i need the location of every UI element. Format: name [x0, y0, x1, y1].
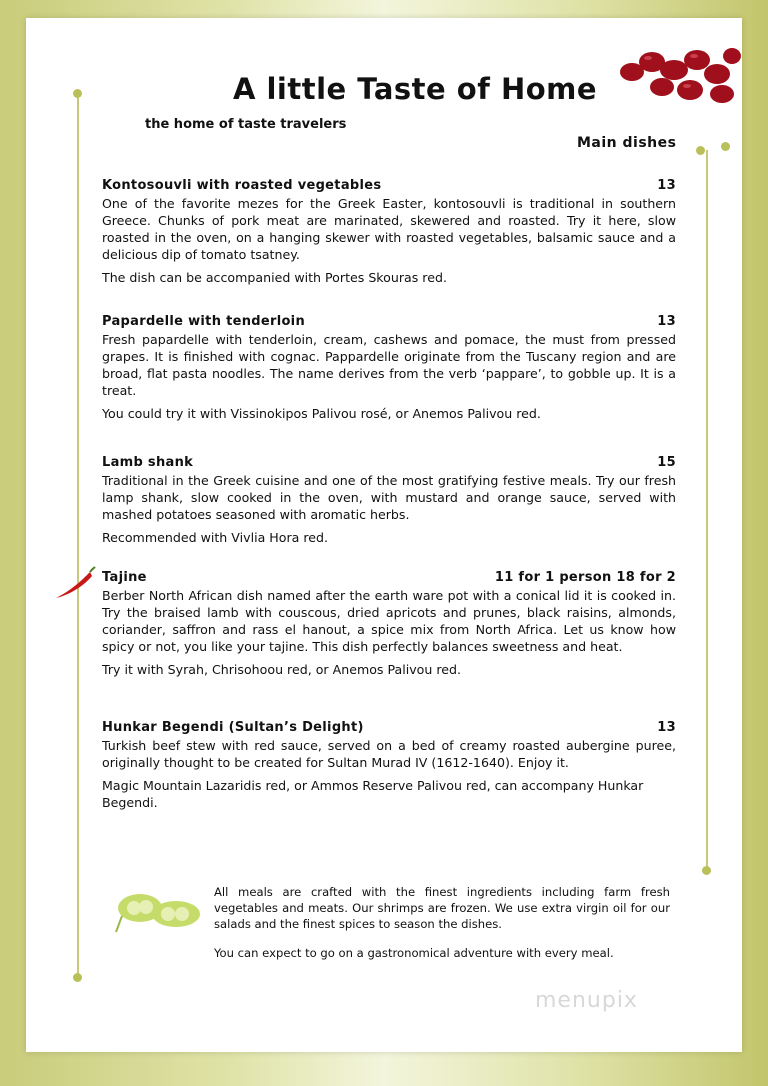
dish-item: [102, 569, 676, 678]
dish-name: Kontosouvli with roasted vegetables: [102, 178, 382, 193]
decor-dot: [696, 146, 705, 155]
dish-pairing: Try it with Syrah, Chrisohoou red, or Anemos Palivou red.: [102, 662, 462, 677]
dish-pairing: Recommended with Vivlia Hora red.: [102, 530, 329, 545]
watermark: menupix: [535, 988, 638, 1013]
dish-description: Berber North African dish named after the earth ware pot with a conical lid it is cooked in. Try the braised lamb with couscous, dried apricots and prunes, black raisins, almonds, coriander, saffron and rass el hanout, a spice mix from North Africa. Let us know how spicy or not, you like your tajine. This dish perfectly balances sweetness and heat.: [102, 588, 676, 654]
footer-closing: You can expect to go on a gastronomical adventure with every meal.: [214, 946, 614, 960]
dish-price: 13: [657, 178, 676, 193]
dish-name: Papardelle with tenderloin: [102, 314, 305, 329]
dish-price: 13: [657, 314, 676, 329]
dish-item: [102, 177, 676, 286]
decor-line-left: [77, 95, 79, 975]
section-heading: Main dishes: [577, 135, 677, 151]
decor-line-right: [706, 150, 708, 870]
dish-description: Turkish beef stew with red sauce, served on a bed of creamy roasted aubergine puree, originally thought to be created for Sultan Murad IV (1612-1640). Enjoy it.: [102, 738, 676, 770]
dish-price: 13: [657, 720, 676, 735]
dish-name: Hunkar Begendi (Sultan’s Delight): [102, 720, 364, 735]
footer-note: [214, 884, 670, 974]
dish-name: Lamb shank: [102, 455, 194, 470]
dish-item: [102, 454, 676, 546]
dish-price: 11 for 1 person 18 for 2: [494, 570, 676, 585]
dish-pairing: Magic Mountain Lazaridis red, or Ammos Reserve Palivou red, can accompany Hunkar Begendi.: [102, 778, 644, 810]
dish-description: One of the favorite mezes for the Greek Easter, kontosouvli is traditional in southern Greece. Chunks of pork meat are marinated, skewered and roasted. Try it here, slow roasted in the oven, on a hanging skewer with roasted vegetables, balsamic sauce and a delicious dip of tomato tsatney.: [102, 196, 676, 262]
page-title: A little Taste of Home: [232, 72, 598, 106]
decor-dot: [702, 866, 711, 875]
dish-name: Tajine: [102, 570, 147, 585]
chili-pepper-image: [52, 566, 96, 602]
dish-price: 15: [657, 455, 676, 470]
dish-pairing: You could try it with Vissinokipos Palivou rosé, or Anemos Palivou red.: [102, 406, 541, 421]
dish-pairing: The dish can be accompanied with Portes Skouras red.: [102, 270, 447, 285]
pea-pods-image: [112, 888, 202, 938]
dish-item: [102, 719, 676, 811]
footer-ingredients-note: All meals are crafted with the finest ingredients including farm fresh vegetables and meats. Our shrimps are frozen. We use extra virgin oil for our salads and the finest spices to season the dishes.: [214, 885, 670, 931]
decor-dot: [721, 142, 730, 151]
dish-description: Traditional in the Greek cuisine and one of the most gratifying festive meals. Try our fresh lamp shank, slow cooked in the oven, with mustard and orange sauce, served with mashed potatoes seasoned with aromatic herbs.: [102, 473, 676, 522]
dish-description: Fresh papardelle with tenderloin, cream, cashews and pomace, the must from pressed grapes. It is finished with cognac. Pappardelle originate from the Tuscany region and are broad, flat pasta noodles. The name derives from the verb ‘pappare’, to gobble up. It is a treat.: [102, 332, 676, 398]
decor-dot: [73, 973, 82, 982]
dish-item: [102, 313, 676, 422]
page-subtitle: the home of taste travelers: [145, 117, 347, 132]
